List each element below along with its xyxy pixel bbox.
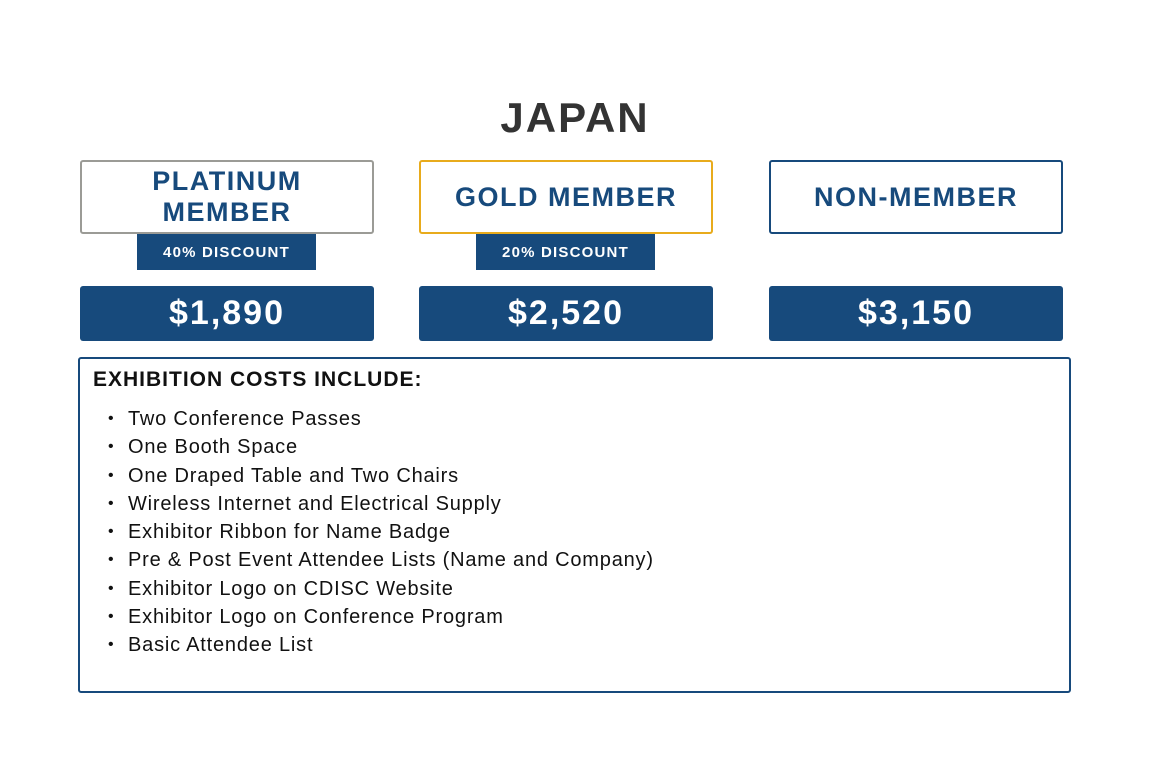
exhibition-costs-list [108, 405, 654, 660]
list-item-text: Wireless Internet and Electrical Supply [128, 492, 502, 515]
list-item-text: Exhibitor Ribbon for Name Badge [128, 521, 451, 544]
bullet-icon: • [108, 551, 115, 569]
list-item [108, 603, 654, 631]
bullet-icon: • [108, 608, 115, 626]
list-item [108, 575, 654, 603]
bullet-icon: • [108, 410, 115, 427]
list-item-text: Basic Attendee List [128, 634, 314, 657]
list-item-text: Exhibitor Logo on CDISC Website [128, 577, 454, 600]
list-item-text: One Booth Space [128, 436, 298, 459]
exhibition-costs-heading: EXHIBITION COSTS INCLUDE: [93, 368, 423, 391]
list-item [108, 518, 654, 546]
bullet-icon: • [108, 523, 115, 541]
bullet-icon: • [108, 438, 115, 456]
platinum-discount-badge: 40% DISCOUNT [137, 234, 316, 270]
bullet-icon: • [108, 579, 115, 597]
tier-nonmember-label: NON-MEMBER [814, 181, 1018, 212]
list-item-text: Pre & Post Event Attendee Lists (Name and Company) [128, 549, 654, 572]
bullet-icon: • [108, 466, 115, 484]
page-title: JAPAN [500, 94, 650, 141]
list-item [108, 462, 654, 490]
bullet-icon: • [108, 636, 115, 654]
bullet-icon: • [108, 494, 115, 512]
nonmember-price: $3,150 [769, 286, 1063, 341]
list-item [108, 433, 654, 461]
list-item-text: Exhibitor Logo on Conference Program [128, 606, 504, 629]
exhibition-costs-panel [78, 357, 1071, 693]
tier-gold-box [419, 160, 713, 234]
list-item [108, 546, 654, 574]
tier-platinum-box [80, 160, 374, 234]
list-item [108, 631, 654, 659]
tier-nonmember-box [769, 160, 1063, 234]
tier-platinum-label-line2: MEMBER [162, 197, 292, 227]
gold-price: $2,520 [419, 286, 713, 341]
tier-platinum-label-line1: PLATINUM [152, 166, 302, 196]
list-item-text: Two Conference Passes [128, 408, 362, 430]
list-item [108, 490, 654, 518]
list-item-text: One Draped Table and Two Chairs [128, 464, 459, 487]
tier-gold-label: GOLD MEMBER [455, 181, 677, 212]
gold-discount-badge: 20% DISCOUNT [476, 234, 655, 270]
platinum-price: $1,890 [80, 286, 374, 341]
list-item [108, 405, 654, 433]
